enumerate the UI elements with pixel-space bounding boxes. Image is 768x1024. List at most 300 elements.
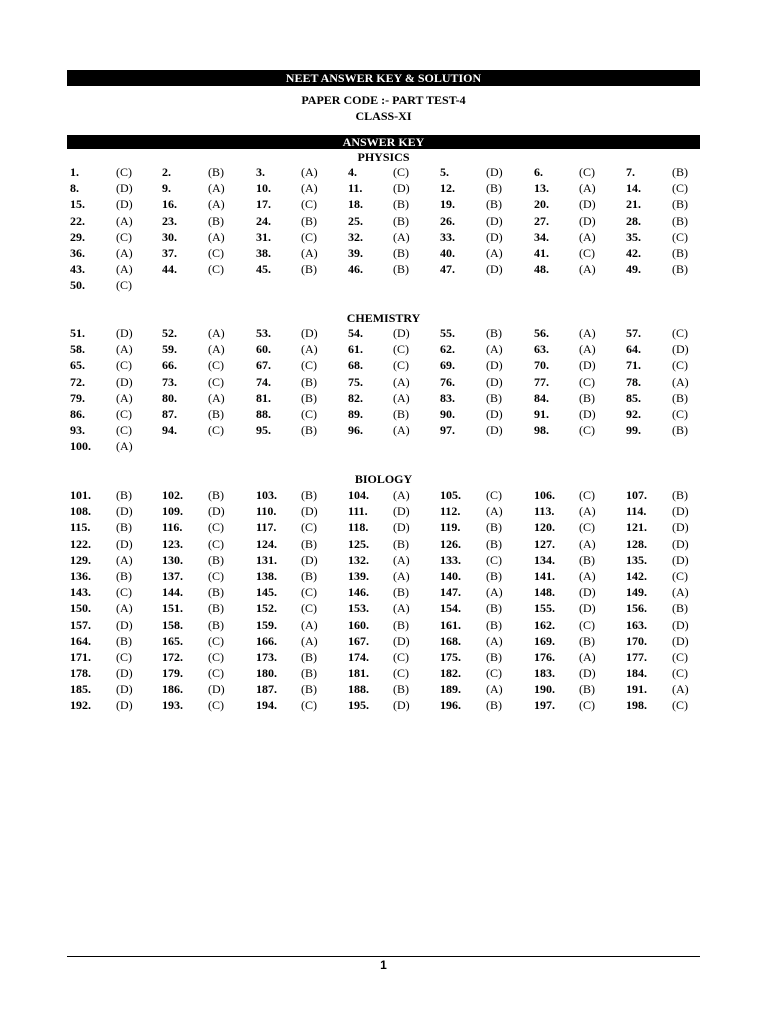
question-number: 90.	[440, 406, 455, 421]
answer-option: (C)	[208, 633, 224, 648]
question-number: 84.	[534, 390, 549, 405]
question-number: 132.	[348, 552, 369, 567]
answer-row	[70, 618, 710, 634]
question-number: 155.	[534, 601, 555, 616]
answer-row	[70, 423, 710, 439]
question-number: 48.	[534, 262, 549, 277]
question-number: 93.	[70, 423, 85, 438]
question-number: 165.	[162, 633, 183, 648]
answer-option: (D)	[393, 520, 410, 535]
question-number: 76.	[440, 374, 455, 389]
answer-option: (C)	[393, 649, 409, 664]
answer-option: (A)	[393, 488, 410, 502]
answer-option: (B)	[579, 682, 595, 697]
answer-option: (C)	[486, 488, 502, 502]
answer-option: (D)	[116, 682, 133, 697]
answer-option: (B)	[301, 682, 317, 697]
question-number: 145.	[256, 585, 277, 600]
answer-row	[70, 520, 710, 536]
question-number: 171.	[70, 649, 91, 664]
question-number: 15.	[70, 197, 85, 212]
question-number: 87.	[162, 406, 177, 421]
answer-option: (B)	[486, 617, 502, 632]
answer-row	[70, 666, 710, 682]
answer-row	[70, 488, 710, 504]
question-number: 60.	[256, 342, 271, 357]
answer-row	[70, 214, 710, 230]
question-number: 2.	[162, 165, 171, 179]
answer-option: (A)	[393, 229, 410, 244]
answer-option: (A)	[579, 536, 596, 551]
question-number: 86.	[70, 406, 85, 421]
answer-option: (D)	[208, 682, 225, 697]
answer-option: (D)	[579, 213, 596, 228]
answer-option: (A)	[116, 390, 133, 405]
answer-option: (D)	[579, 666, 596, 681]
question-number: 173.	[256, 649, 277, 664]
question-number: 188.	[348, 682, 369, 697]
answer-option: (B)	[672, 423, 688, 438]
answer-option: (D)	[116, 326, 133, 340]
answer-option: (B)	[301, 213, 317, 228]
answer-option: (B)	[579, 633, 595, 648]
question-number: 172.	[162, 649, 183, 664]
answer-option: (D)	[301, 504, 318, 519]
answer-key-bar	[67, 135, 700, 149]
answer-option: (A)	[301, 617, 318, 632]
question-number: 42.	[626, 245, 641, 260]
answer-option: (C)	[393, 342, 409, 357]
question-number: 27.	[534, 213, 549, 228]
answer-option: (C)	[579, 165, 595, 179]
question-number: 24.	[256, 213, 271, 228]
answer-option: (A)	[672, 682, 689, 697]
answer-option: (B)	[672, 262, 688, 277]
answer-option: (A)	[208, 326, 225, 340]
answer-option: (A)	[393, 423, 410, 438]
answer-option: (C)	[301, 601, 317, 616]
question-number: 192.	[70, 698, 91, 713]
answer-option: (B)	[393, 406, 409, 421]
question-number: 10.	[256, 181, 271, 196]
answer-row	[70, 326, 710, 342]
question-number: 58.	[70, 342, 85, 357]
answer-option: (D)	[116, 698, 133, 713]
question-number: 158.	[162, 617, 183, 632]
section-heading-chemistry: CHEMISTRY	[346, 311, 421, 325]
question-number: 12.	[440, 181, 455, 196]
answer-option: (C)	[672, 568, 688, 583]
question-number: 22.	[70, 213, 85, 228]
question-number: 166.	[256, 633, 277, 648]
answer-row	[70, 650, 710, 666]
answer-option: (C)	[301, 406, 317, 421]
question-number: 104.	[348, 488, 369, 502]
question-number: 81.	[256, 390, 271, 405]
answer-option: (D)	[672, 536, 689, 551]
answer-option: (B)	[393, 536, 409, 551]
answer-option: (B)	[301, 374, 317, 389]
paper-code: PAPER CODE :- PART TEST-4	[301, 93, 466, 107]
question-number: 38.	[256, 245, 271, 260]
answer-option: (C)	[116, 229, 132, 244]
answer-option: (C)	[208, 649, 224, 664]
question-number: 160.	[348, 617, 369, 632]
answer-option: (A)	[208, 229, 225, 244]
answer-row	[70, 682, 710, 698]
answer-option: (C)	[208, 358, 224, 373]
answer-option: (C)	[208, 536, 224, 551]
question-number: 101.	[70, 488, 91, 502]
answer-row	[70, 585, 710, 601]
question-number: 100.	[70, 439, 91, 454]
question-number: 37.	[162, 245, 177, 260]
answer-option: (D)	[672, 617, 689, 632]
question-number: 142.	[626, 568, 647, 583]
question-number: 11.	[348, 181, 363, 196]
answer-option: (C)	[579, 423, 595, 438]
answer-option: (B)	[486, 536, 502, 551]
question-number: 105.	[440, 488, 461, 502]
question-number: 91.	[534, 406, 549, 421]
question-number: 68.	[348, 358, 363, 373]
answer-option: (B)	[486, 326, 502, 340]
question-number: 82.	[348, 390, 363, 405]
answer-row	[70, 181, 710, 197]
question-number: 103.	[256, 488, 277, 502]
answer-option: (C)	[486, 666, 502, 681]
question-number: 55.	[440, 326, 455, 340]
answer-option: (B)	[672, 197, 688, 212]
question-number: 189.	[440, 682, 461, 697]
question-number: 144.	[162, 585, 183, 600]
question-number: 40.	[440, 245, 455, 260]
question-number: 167.	[348, 633, 369, 648]
question-number: 150.	[70, 601, 91, 616]
question-number: 194.	[256, 698, 277, 713]
answer-option: (C)	[208, 698, 224, 713]
answer-option: (A)	[486, 342, 503, 357]
answer-option: (A)	[116, 601, 133, 616]
answer-option: (D)	[486, 213, 503, 228]
answer-option: (C)	[579, 374, 595, 389]
answer-option: (C)	[672, 406, 688, 421]
question-number: 4.	[348, 165, 357, 179]
answer-option: (B)	[393, 262, 409, 277]
answer-option: (B)	[208, 406, 224, 421]
answer-option: (B)	[672, 245, 688, 260]
answer-option: (C)	[301, 358, 317, 373]
answer-option: (A)	[579, 649, 596, 664]
answer-option: (C)	[486, 552, 502, 567]
question-number: 116.	[162, 520, 183, 535]
answer-key-heading: ANSWER KEY	[342, 135, 425, 149]
question-number: 9.	[162, 181, 171, 196]
question-number: 77.	[534, 374, 549, 389]
answer-option: (B)	[579, 390, 595, 405]
answer-option: (B)	[208, 585, 224, 600]
answer-row	[70, 375, 710, 391]
question-number: 169.	[534, 633, 555, 648]
question-number: 130.	[162, 552, 183, 567]
answer-option: (B)	[208, 617, 224, 632]
answer-row	[70, 504, 710, 520]
question-number: 113.	[534, 504, 555, 519]
question-number: 6.	[534, 165, 543, 179]
question-number: 3.	[256, 165, 265, 179]
question-number: 186.	[162, 682, 183, 697]
answer-option: (A)	[301, 633, 318, 648]
answer-option: (A)	[116, 262, 133, 277]
question-number: 8.	[70, 181, 79, 196]
section-heading-physics: PHYSICS	[357, 150, 410, 164]
footer-divider	[67, 956, 700, 957]
answer-option: (C)	[579, 488, 595, 502]
answer-option: (D)	[486, 262, 503, 277]
answer-option: (D)	[486, 358, 503, 373]
answer-option: (D)	[672, 520, 689, 535]
answer-option: (A)	[301, 342, 318, 357]
answer-option: (C)	[116, 585, 132, 600]
question-number: 99.	[626, 423, 641, 438]
answer-option: (B)	[486, 601, 502, 616]
answer-option: (A)	[393, 568, 410, 583]
answer-option: (D)	[486, 229, 503, 244]
answer-option: (D)	[393, 326, 410, 340]
question-number: 146.	[348, 585, 369, 600]
question-number: 21.	[626, 197, 641, 212]
answer-option: (D)	[672, 633, 689, 648]
question-number: 148.	[534, 585, 555, 600]
answer-option: (B)	[672, 601, 688, 616]
question-number: 45.	[256, 262, 271, 277]
question-number: 96.	[348, 423, 363, 438]
answer-option: (A)	[393, 552, 410, 567]
question-number: 109.	[162, 504, 183, 519]
answer-option: (B)	[208, 165, 224, 179]
question-number: 20.	[534, 197, 549, 212]
question-number: 161.	[440, 617, 461, 632]
answer-option: (B)	[486, 698, 502, 713]
answer-option: (C)	[208, 568, 224, 583]
answer-option: (A)	[116, 439, 133, 454]
answer-option: (D)	[393, 698, 410, 713]
answer-option: (D)	[579, 585, 596, 600]
question-number: 26.	[440, 213, 455, 228]
question-number: 197.	[534, 698, 555, 713]
answer-option: (D)	[393, 181, 410, 196]
question-number: 119.	[440, 520, 461, 535]
answer-option: (D)	[301, 326, 318, 340]
question-number: 19.	[440, 197, 455, 212]
answer-option: (A)	[486, 585, 503, 600]
question-number: 97.	[440, 423, 455, 438]
answer-option: (A)	[208, 342, 225, 357]
answer-option: (B)	[579, 552, 595, 567]
question-number: 162.	[534, 617, 555, 632]
answer-option: (A)	[486, 504, 503, 519]
question-number: 121.	[626, 520, 647, 535]
answer-row	[70, 262, 710, 278]
question-number: 33.	[440, 229, 455, 244]
class-label: CLASS-XI	[355, 109, 412, 123]
document-title-bar	[67, 70, 700, 86]
question-number: 151.	[162, 601, 183, 616]
answer-option: (C)	[301, 197, 317, 212]
answer-option: (C)	[208, 423, 224, 438]
answer-option: (A)	[579, 262, 596, 277]
answer-option: (A)	[208, 181, 225, 196]
question-number: 51.	[70, 326, 85, 340]
answer-option: (C)	[208, 666, 224, 681]
question-number: 178.	[70, 666, 91, 681]
answer-row	[70, 537, 710, 553]
answer-option: (C)	[393, 666, 409, 681]
question-number: 193.	[162, 698, 183, 713]
answer-row	[70, 407, 710, 423]
answer-option: (B)	[208, 601, 224, 616]
answer-option: (D)	[116, 504, 133, 519]
answer-option: (B)	[672, 165, 688, 179]
question-number: 46.	[348, 262, 363, 277]
answer-option: (B)	[301, 536, 317, 551]
question-number: 127.	[534, 536, 555, 551]
answer-option: (B)	[301, 423, 317, 438]
question-number: 128.	[626, 536, 647, 551]
question-number: 120.	[534, 520, 555, 535]
answer-option: (A)	[116, 245, 133, 260]
question-number: 137.	[162, 568, 183, 583]
answer-option: (A)	[208, 390, 225, 405]
question-number: 34.	[534, 229, 549, 244]
question-number: 123.	[162, 536, 183, 551]
answer-option: (B)	[672, 488, 688, 502]
answer-option: (C)	[301, 229, 317, 244]
answer-option: (C)	[208, 245, 224, 260]
question-number: 131.	[256, 552, 277, 567]
answer-grid-biology	[70, 488, 710, 715]
question-number: 7.	[626, 165, 635, 179]
answer-option: (D)	[116, 666, 133, 681]
answer-row	[70, 358, 710, 374]
answer-option: (C)	[301, 585, 317, 600]
answer-option: (C)	[672, 181, 688, 196]
answer-option: (A)	[393, 390, 410, 405]
answer-option: (B)	[486, 520, 502, 535]
question-number: 66.	[162, 358, 177, 373]
question-number: 181.	[348, 666, 369, 681]
question-number: 88.	[256, 406, 271, 421]
question-number: 191.	[626, 682, 647, 697]
question-number: 175.	[440, 649, 461, 664]
question-number: 62.	[440, 342, 455, 357]
answer-row	[70, 246, 710, 262]
question-number: 170.	[626, 633, 647, 648]
question-number: 64.	[626, 342, 641, 357]
question-number: 92.	[626, 406, 641, 421]
question-number: 177.	[626, 649, 647, 664]
question-number: 25.	[348, 213, 363, 228]
answer-option: (C)	[672, 649, 688, 664]
question-number: 54.	[348, 326, 363, 340]
question-number: 139.	[348, 568, 369, 583]
question-number: 110.	[256, 504, 277, 519]
question-number: 85.	[626, 390, 641, 405]
question-number: 102.	[162, 488, 183, 502]
answer-row	[70, 698, 710, 714]
answer-option: (D)	[116, 536, 133, 551]
answer-row	[70, 439, 710, 455]
answer-option: (D)	[393, 633, 410, 648]
answer-option: (A)	[116, 552, 133, 567]
answer-option: (C)	[672, 358, 688, 373]
answer-option: (C)	[208, 374, 224, 389]
answer-option: (A)	[486, 245, 503, 260]
question-number: 41.	[534, 245, 549, 260]
question-number: 95.	[256, 423, 271, 438]
question-number: 56.	[534, 326, 549, 340]
answer-row	[70, 197, 710, 213]
answer-option: (B)	[301, 390, 317, 405]
question-number: 124.	[256, 536, 277, 551]
answer-option: (B)	[301, 488, 317, 502]
question-number: 94.	[162, 423, 177, 438]
answer-option: (A)	[672, 585, 689, 600]
answer-option: (D)	[208, 504, 225, 519]
question-number: 65.	[70, 358, 85, 373]
question-number: 79.	[70, 390, 85, 405]
answer-option: (B)	[301, 262, 317, 277]
question-number: 28.	[626, 213, 641, 228]
answer-option: (A)	[486, 682, 503, 697]
answer-option: (A)	[579, 229, 596, 244]
question-number: 23.	[162, 213, 177, 228]
question-number: 75.	[348, 374, 363, 389]
question-number: 61.	[348, 342, 363, 357]
answer-option: (D)	[579, 601, 596, 616]
question-number: 31.	[256, 229, 271, 244]
answer-option: (B)	[486, 181, 502, 196]
answer-row	[70, 601, 710, 617]
answer-option: (C)	[579, 617, 595, 632]
question-number: 180.	[256, 666, 277, 681]
answer-option: (D)	[579, 358, 596, 373]
answer-option: (A)	[486, 633, 503, 648]
question-number: 53.	[256, 326, 271, 340]
question-number: 179.	[162, 666, 183, 681]
answer-option: (C)	[116, 649, 132, 664]
answer-grid-chemistry	[70, 326, 710, 456]
question-number: 1.	[70, 165, 79, 179]
answer-option: (A)	[301, 245, 318, 260]
question-number: 164.	[70, 633, 91, 648]
answer-option: (D)	[486, 165, 503, 179]
answer-option: (D)	[116, 617, 133, 632]
question-number: 176.	[534, 649, 555, 664]
answer-option: (A)	[579, 181, 596, 196]
answer-option: (A)	[116, 342, 133, 357]
answer-option: (A)	[579, 504, 596, 519]
question-number: 89.	[348, 406, 363, 421]
answer-option: (D)	[116, 181, 133, 196]
answer-option: (D)	[579, 406, 596, 421]
answer-option: (A)	[579, 342, 596, 357]
answer-option: (C)	[116, 278, 132, 293]
question-number: 195.	[348, 698, 369, 713]
question-number: 138.	[256, 568, 277, 583]
answer-option: (D)	[672, 342, 689, 357]
question-number: 35.	[626, 229, 641, 244]
